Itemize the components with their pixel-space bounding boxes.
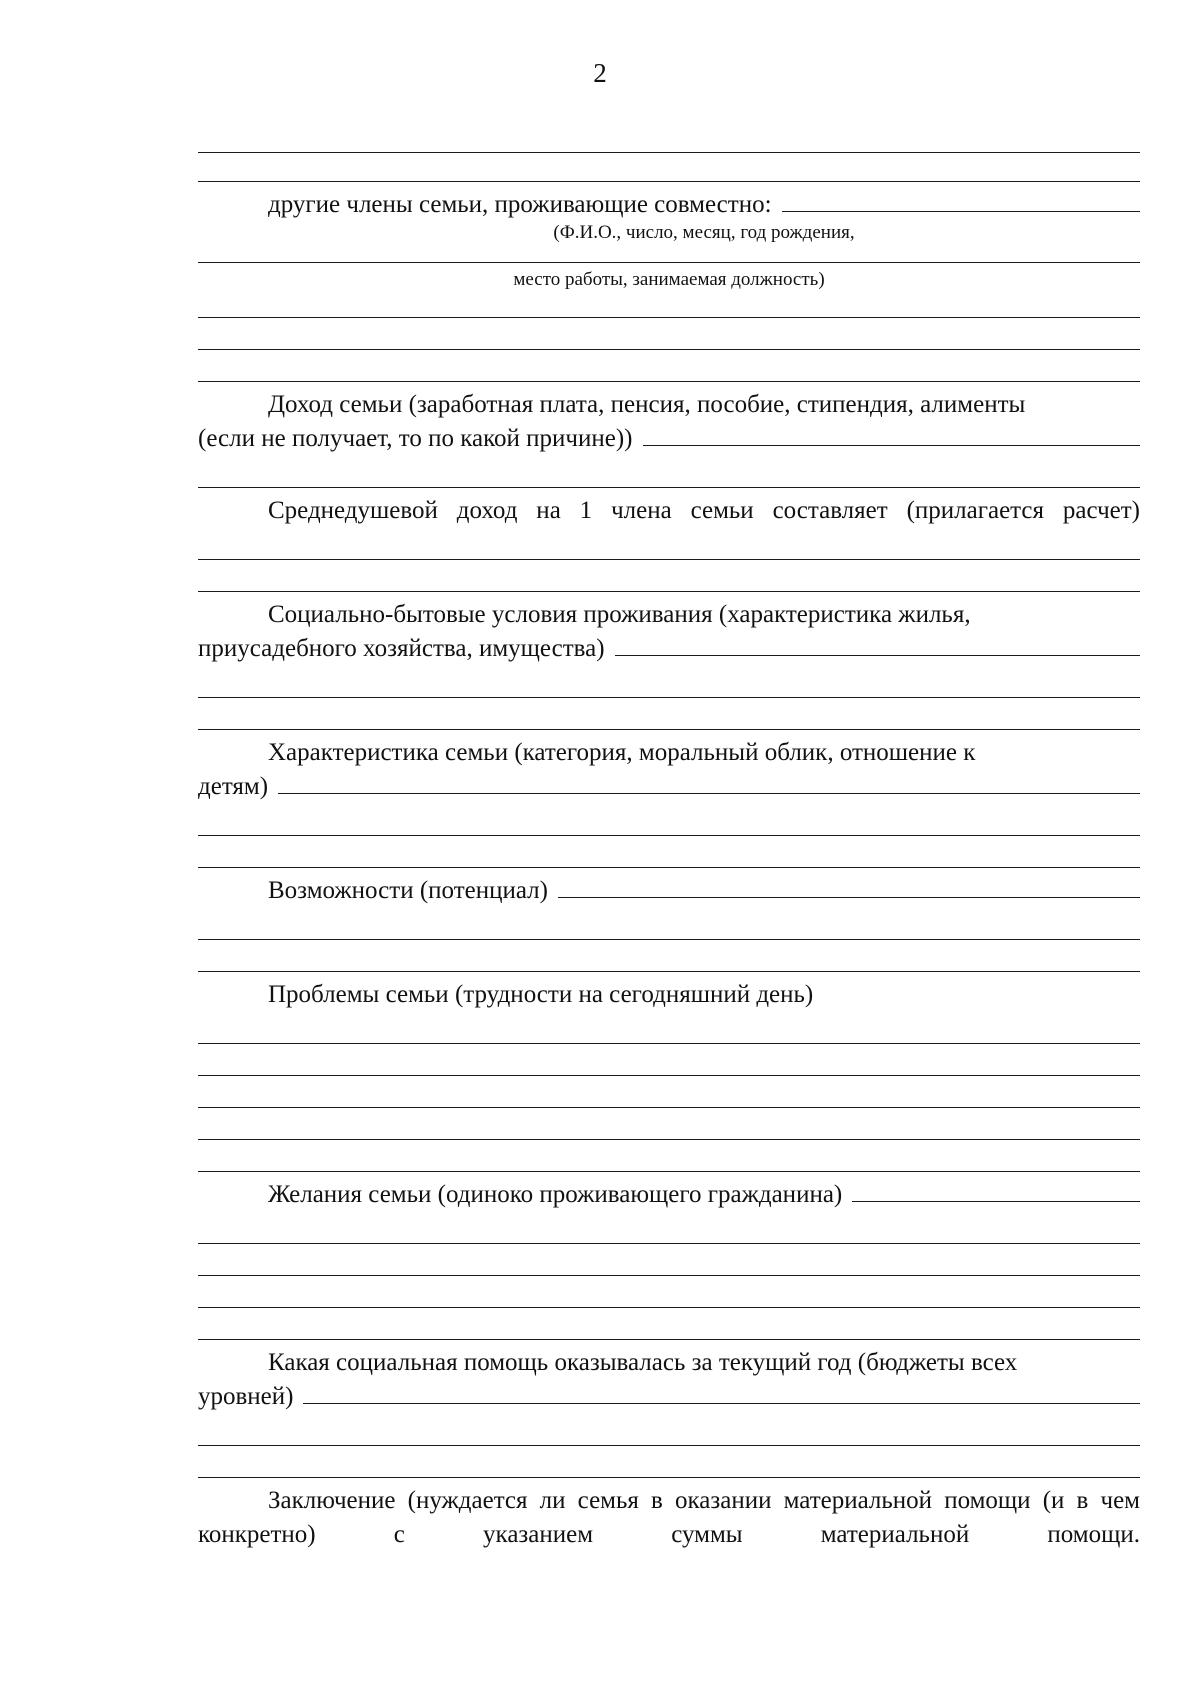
blank-line[interactable] — [198, 153, 1140, 182]
blank-line[interactable] — [198, 1140, 1140, 1172]
blank-line[interactable] — [198, 456, 1140, 488]
income-row — [198, 422, 1140, 456]
page-number: 2 — [593, 58, 607, 88]
other-members-row — [198, 188, 1140, 222]
blank-line[interactable] — [198, 1044, 1140, 1076]
blank-line[interactable] — [198, 560, 1140, 592]
potential-row — [198, 874, 1140, 908]
family-character-row — [198, 770, 1140, 804]
conclusion-text: Заключение (нуждается ли семья в оказании материальной помощи (и в чем конкретно) с указанием суммы материальной помощи. — [198, 1487, 1140, 1548]
blank-line[interactable] — [198, 350, 1140, 382]
living-conditions-line-1: Социально-бытовые условия проживания (характеристика жилья, — [268, 601, 971, 628]
blank-line[interactable] — [198, 666, 1140, 698]
other-members-caption-1: (Ф.И.О., число, месяц, год рождения, — [553, 222, 855, 243]
potential-label: Возможности (потенциал) — [268, 877, 548, 904]
other-members-caption-2: место работы, занимаемая должность) — [513, 269, 825, 290]
wishes-row — [198, 1178, 1140, 1212]
avg-income-text: Среднедушевой доход на 1 члена семьи составляет (прилагается расчет) — [268, 497, 1140, 524]
income-label: (если не получает, то по какой причине)) — [198, 425, 633, 452]
blank-line[interactable] — [198, 1446, 1140, 1478]
blank-line[interactable] — [198, 244, 1140, 263]
social-help-label: уровней) — [198, 1383, 294, 1410]
blank-line[interactable] — [198, 142, 1140, 153]
blank-line[interactable] — [198, 1108, 1140, 1140]
living-conditions-label: приусадебного хозяйства, имущества) — [198, 635, 605, 662]
social-help-row — [198, 1380, 1140, 1414]
blank-line[interactable] — [198, 1276, 1140, 1308]
wishes-label: Желания семьи (одиноко проживающего гражданина) — [268, 1181, 843, 1208]
blank-line[interactable] — [198, 908, 1140, 940]
social-help-line-1: Какая социальная помощь оказывалась за текущий год (бюджеты всех — [268, 1349, 1018, 1376]
blank-line[interactable] — [198, 1244, 1140, 1276]
wishes-field[interactable] — [852, 1179, 1140, 1202]
blank-line[interactable] — [198, 1012, 1140, 1044]
blank-line[interactable] — [198, 804, 1140, 836]
blank-line[interactable] — [198, 1414, 1140, 1446]
blank-line[interactable] — [198, 940, 1140, 972]
family-character-label: детям) — [198, 773, 269, 800]
problems-label: Проблемы семьи (трудности на сегодняшний день) — [268, 981, 814, 1008]
blank-line[interactable] — [198, 836, 1140, 868]
other-members-field[interactable] — [782, 189, 1140, 212]
potential-field[interactable] — [558, 875, 1140, 898]
other-members-label: другие члены семьи, проживающие совместно: — [268, 191, 772, 218]
blank-line[interactable] — [198, 528, 1140, 560]
social-help-field[interactable] — [303, 1381, 1140, 1404]
family-character-line-1: Характеристика семьи (категория, моральный облик, отношение к — [268, 739, 976, 766]
blank-line[interactable] — [198, 291, 1140, 318]
blank-line[interactable] — [198, 698, 1140, 730]
living-conditions-field[interactable] — [615, 633, 1140, 656]
blank-line[interactable] — [198, 1212, 1140, 1244]
blank-line[interactable] — [198, 1076, 1140, 1108]
family-character-field[interactable] — [278, 771, 1140, 794]
living-conditions-row — [198, 632, 1140, 666]
income-field[interactable] — [643, 423, 1141, 446]
income-line-1: Доход семьи (заработная плата, пенсия, пособие, стипендия, алименты — [268, 391, 1026, 418]
blank-line[interactable] — [198, 318, 1140, 350]
blank-line[interactable] — [198, 1308, 1140, 1340]
form-body — [198, 142, 1140, 1552]
